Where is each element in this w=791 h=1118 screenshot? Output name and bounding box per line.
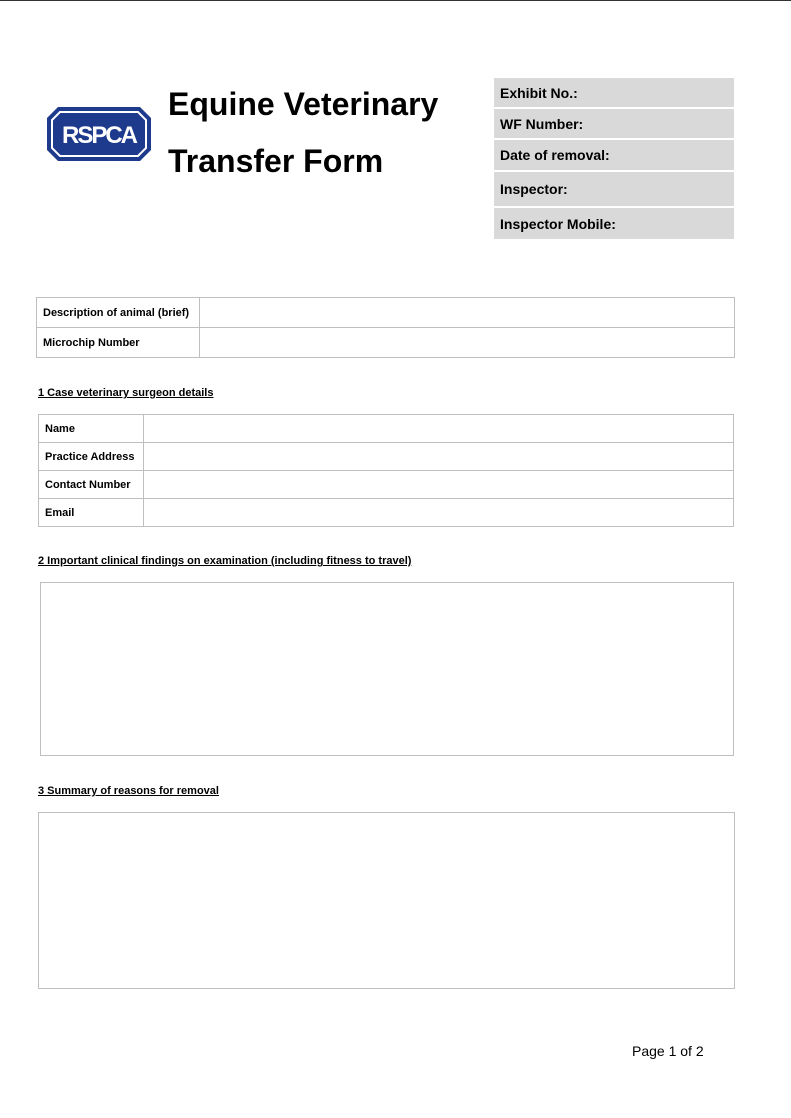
table-row xyxy=(39,499,734,527)
vet-name-label: Name xyxy=(39,415,144,443)
inspector-field[interactable] xyxy=(494,172,734,206)
section-3-title: 3 Summary of reasons for removal xyxy=(38,785,219,797)
exhibit-number-field[interactable] xyxy=(494,78,734,107)
inspector-mobile-field[interactable] xyxy=(494,208,734,239)
page-number: Page 1 of 2 xyxy=(632,1043,704,1059)
vet-name-input[interactable] xyxy=(144,415,734,443)
case-info-box xyxy=(494,78,734,241)
wf-number-field[interactable] xyxy=(494,109,734,138)
contact-number-input[interactable] xyxy=(144,471,734,499)
microchip-number-input[interactable] xyxy=(200,328,735,358)
section-1-title: 1 Case veterinary surgeon details xyxy=(38,387,214,399)
animal-description-label: Description of animal (brief) xyxy=(37,298,200,328)
table-row xyxy=(37,298,735,328)
inspector-label: Inspector: xyxy=(500,181,568,197)
wf-number-label: WF Number: xyxy=(500,115,584,132)
contact-number-label: Contact Number xyxy=(39,471,144,499)
email-label: Email xyxy=(39,499,144,527)
practice-address-input[interactable] xyxy=(144,443,734,471)
top-border xyxy=(0,0,791,1)
section-2-title: 2 Important clinical findings on examination (including fitness to travel) xyxy=(38,555,412,567)
table-row xyxy=(39,471,734,499)
table-row xyxy=(39,443,734,471)
removal-reasons-textarea[interactable] xyxy=(38,812,735,989)
clinical-findings-textarea[interactable] xyxy=(40,582,734,756)
form-title-line-1: Equine Veterinary xyxy=(168,86,439,122)
animal-table xyxy=(36,297,735,358)
vet-details-table xyxy=(38,414,734,527)
email-input[interactable] xyxy=(144,499,734,527)
exhibit-number-label: Exhibit No.: xyxy=(500,84,578,101)
date-of-removal-field[interactable] xyxy=(494,140,734,170)
table-row xyxy=(37,328,735,358)
inspector-mobile-label: Inspector Mobile: xyxy=(500,215,616,232)
table-row xyxy=(39,415,734,443)
microchip-number-label: Microchip Number xyxy=(37,328,200,358)
rspca-logo xyxy=(44,104,154,164)
logo-text: RSPCA xyxy=(61,122,137,149)
form-title-line-2: Transfer Form xyxy=(168,143,384,179)
practice-address-label: Practice Address xyxy=(39,443,144,471)
date-of-removal-label: Date of removal: xyxy=(500,147,610,163)
animal-description-input[interactable] xyxy=(200,298,735,328)
